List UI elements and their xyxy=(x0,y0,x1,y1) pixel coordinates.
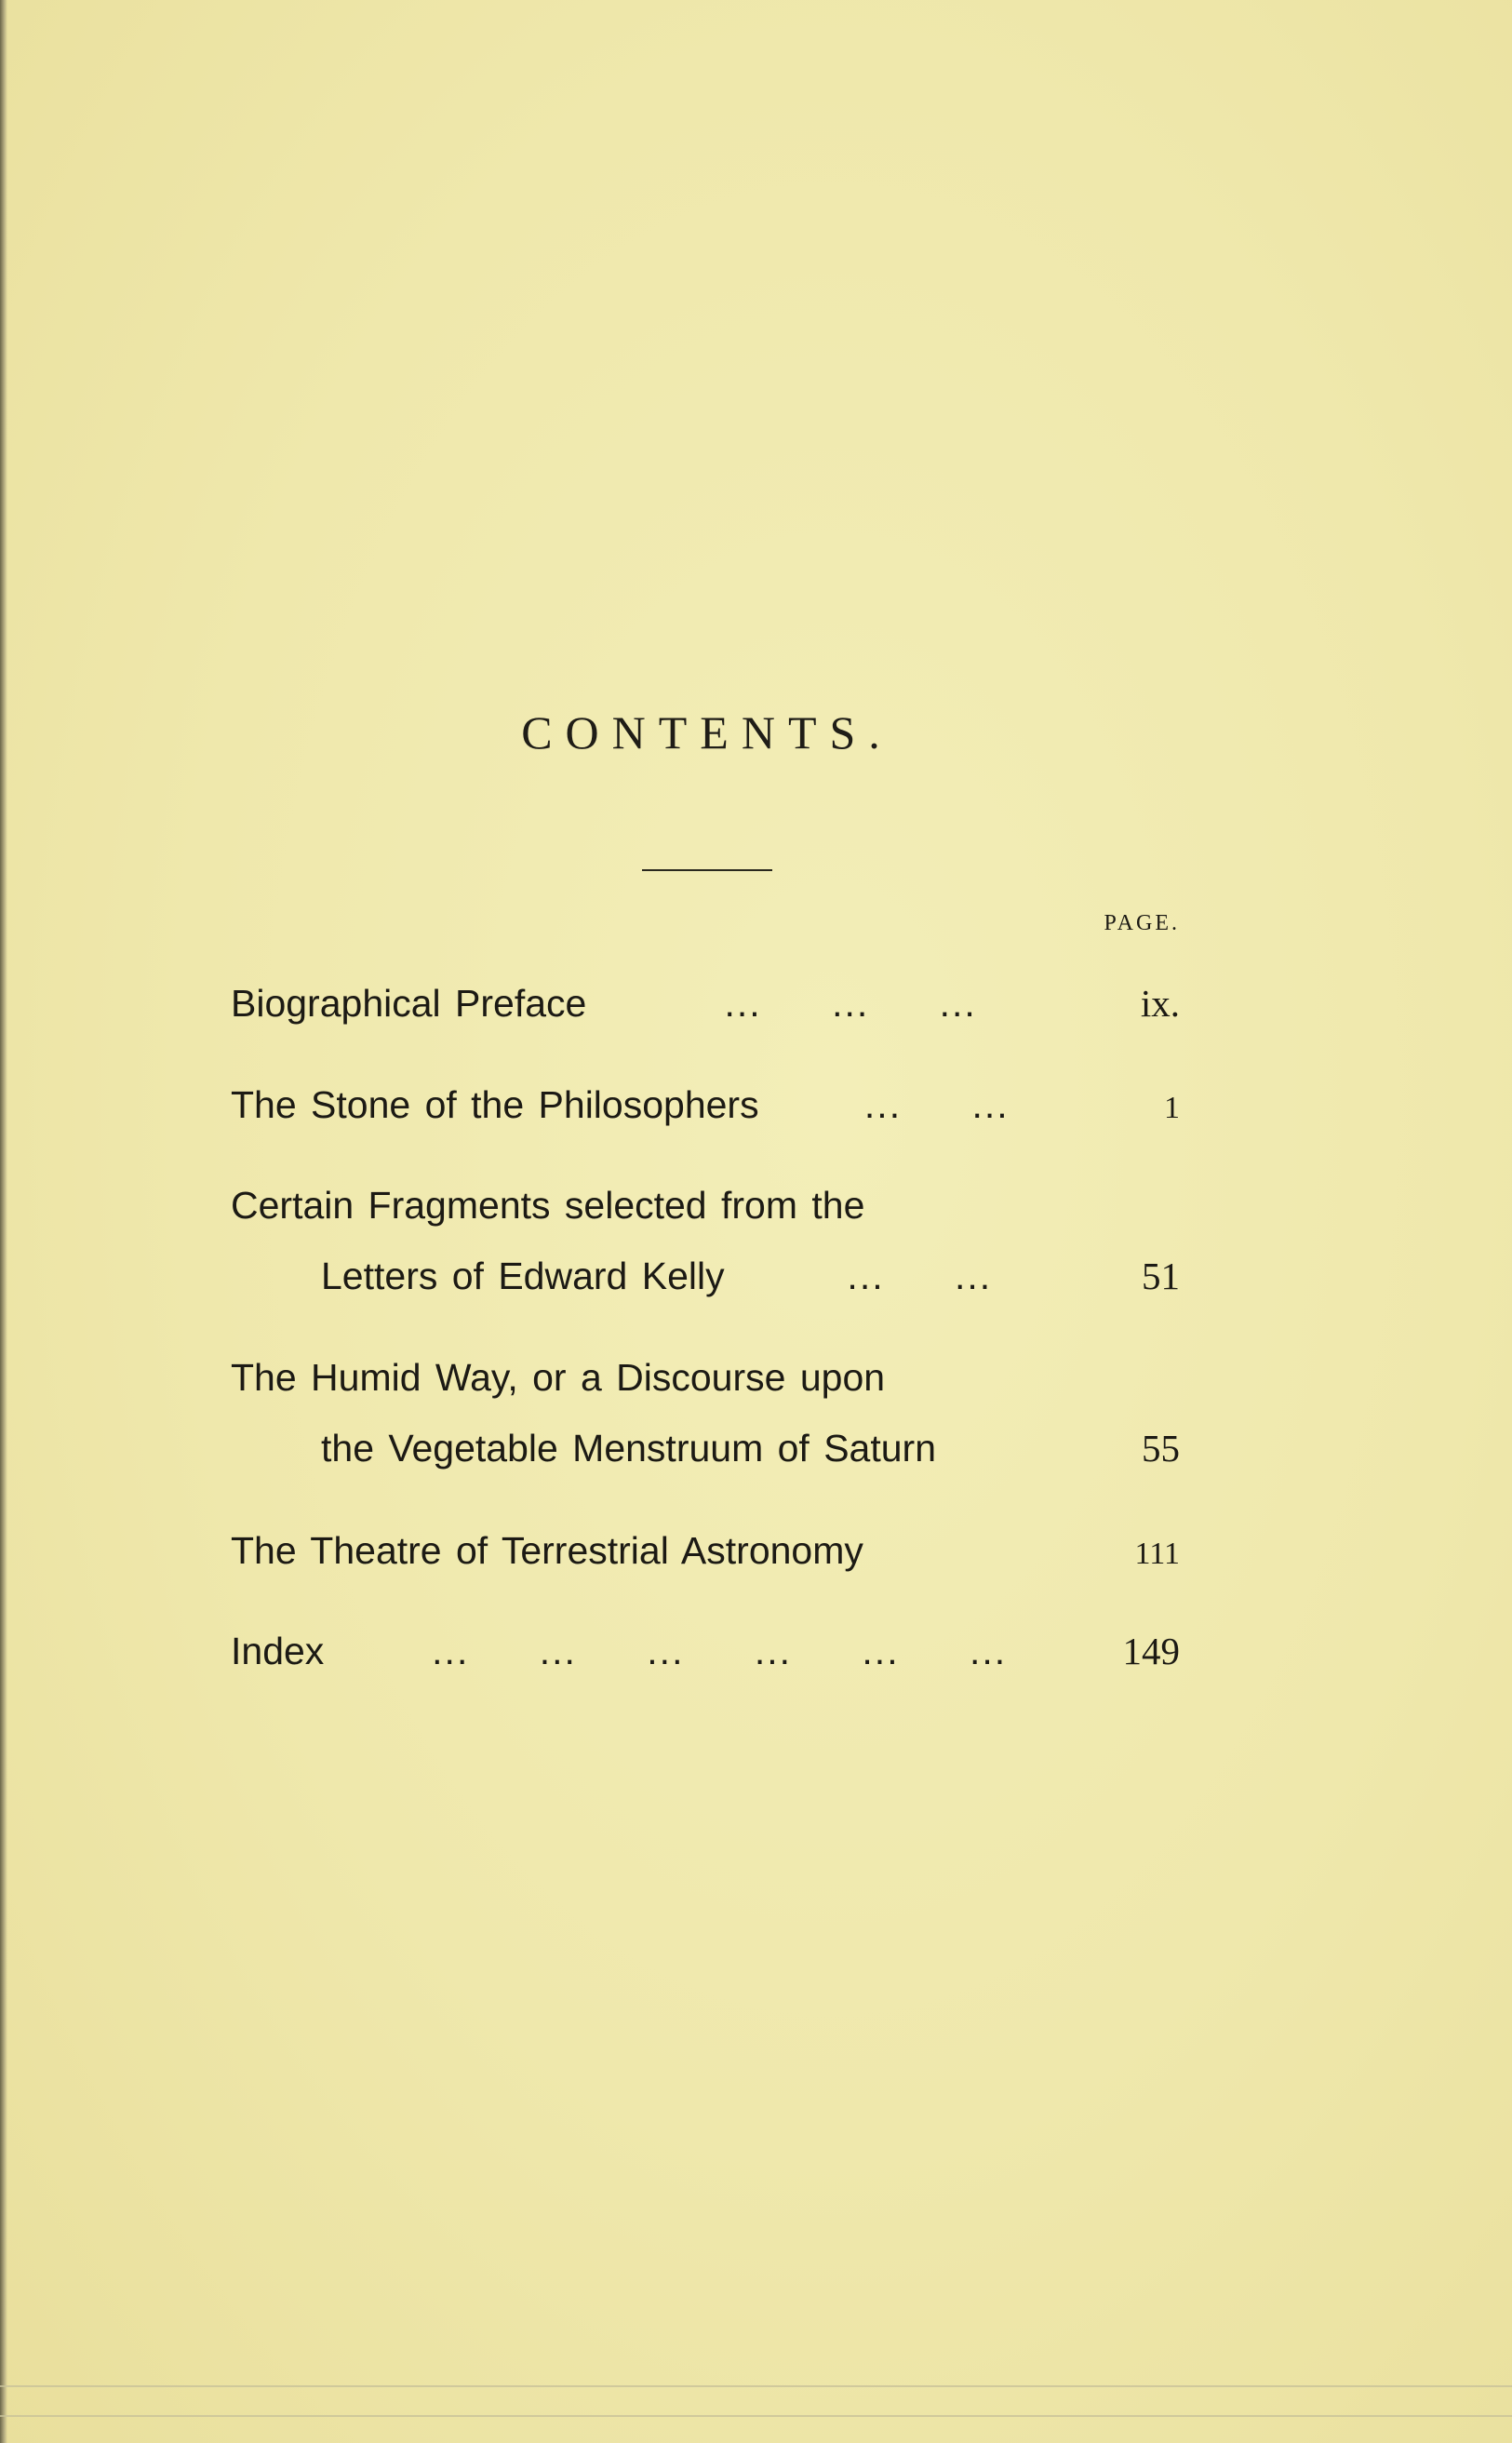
toc-entry xyxy=(231,1082,1180,1127)
toc-page-number: ix. xyxy=(1140,982,1180,1025)
toc-entry-title-continued: the Vegetable Menstruum of Saturn xyxy=(321,1427,937,1470)
page-binding-edge xyxy=(0,0,7,2443)
toc-entry-title-continued: Letters of Edward Kelly xyxy=(321,1255,725,1297)
page-title: CONTENTS. xyxy=(521,706,893,758)
title-rule xyxy=(642,869,772,871)
toc-entry-title: The Humid Way, or a Discourse upon xyxy=(231,1356,886,1399)
toc-entry-title: Index xyxy=(231,1630,325,1672)
dot-leader: ... ... ... xyxy=(724,982,977,1025)
dot-leader: ... ... xyxy=(847,1255,993,1297)
dot-leader: ... ... ... ... ... ... xyxy=(432,1630,1008,1672)
toc-entry xyxy=(231,1528,1180,1573)
dot-leader: ... ... xyxy=(863,1083,1010,1126)
toc-page-number: 1 xyxy=(1164,1091,1180,1125)
toc-page-number: 149 xyxy=(1122,1630,1180,1672)
toc-entry-title: The Stone of the Philosophers xyxy=(231,1083,759,1126)
toc-entry-title: Biographical Preface xyxy=(231,982,587,1025)
toc-page-number: 51 xyxy=(1142,1255,1180,1297)
page-column-header: PAGE. xyxy=(1104,911,1180,935)
toc-entry-title: The Theatre of Terrestrial Astronomy xyxy=(231,1529,863,1572)
toc-entry xyxy=(231,1183,1180,1298)
toc-entry xyxy=(231,1629,1180,1673)
toc-entry xyxy=(231,981,1180,1026)
toc-entry-title: Certain Fragments selected from the xyxy=(231,1184,865,1227)
toc-page-number: 55 xyxy=(1142,1427,1180,1470)
page-bottom-rule xyxy=(0,2385,1512,2417)
toc-entry xyxy=(231,1355,1180,1470)
toc-page-number: 111 xyxy=(1134,1537,1180,1571)
